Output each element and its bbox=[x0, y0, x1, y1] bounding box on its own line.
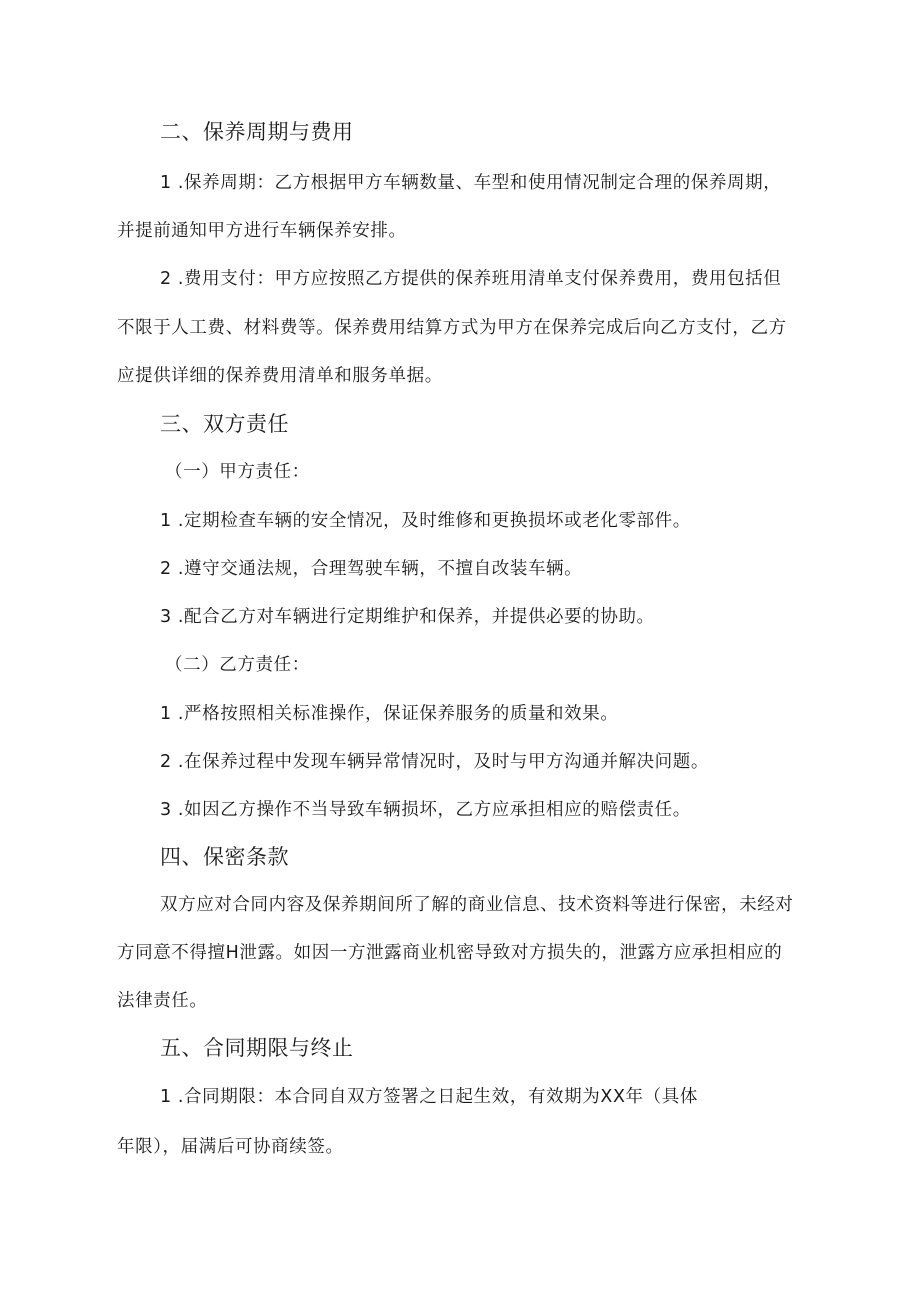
subsection-title-party-a: （一）甲方责任： bbox=[165, 462, 310, 482]
paragraph-line: 双方应对合同内容及保养期间所了解的商业信息、技术资料等进行保密，未经对 bbox=[160, 895, 794, 915]
section-heading-2: 二、保养周期与费用 bbox=[160, 120, 354, 144]
list-item: 1 .定期检查车辆的安全情况，及时维修和更换损坏或老化零部件。 bbox=[160, 511, 691, 531]
paragraph-line: 不限于人工费、材料费等。保养费用结算方式为甲方在保养完成后向乙方支付，乙方 bbox=[117, 318, 787, 338]
list-item: 2 .在保养过程中发现车辆异常情况时，及时与甲方沟通并解决问题。 bbox=[160, 752, 709, 772]
paragraph-line: 方同意不得擅H泄露。如因一方泄露商业机密导致对方损失的，泄露方应承担相应的 bbox=[117, 943, 783, 963]
paragraph-line: 年限），届满后可协商续签。 bbox=[117, 1137, 344, 1157]
list-item: 3 .配合乙方对车辆进行定期维护和保养，并提供必要的协助。 bbox=[160, 607, 655, 627]
paragraph-line: 法律责任。 bbox=[117, 991, 208, 1011]
paragraph-line: 1 .保养周期：乙方根据甲方车辆数量、车型和使用情况制定合理的保养周期， bbox=[160, 173, 782, 193]
paragraph-line: 2 .费用支付：甲方应按照乙方提供的保养班用清单支付保养费用，费用包括但 bbox=[160, 269, 782, 289]
paragraph-line: 应提供详细的保养费用清单和服务单据。 bbox=[117, 366, 443, 386]
list-item: 2 .遵守交通法规，合理驾驶车辆，不擅自改装车辆。 bbox=[160, 559, 583, 579]
list-item: 1 .严格按照相关标准操作，保证保养服务的质量和效果。 bbox=[160, 704, 619, 724]
list-item: 3 .如因乙方操作不当导致车辆损坏，乙方应承担相应的赔偿责任。 bbox=[160, 800, 691, 820]
section-heading-5: 五、合同期限与终止 bbox=[160, 1036, 354, 1060]
paragraph-line: 1 .合同期限：本合同自双方签署之日起生效，有效期为XX年（具体 bbox=[160, 1087, 698, 1107]
section-heading-3: 三、双方责任 bbox=[160, 412, 289, 436]
subsection-title-party-b: （二）乙方责任： bbox=[165, 655, 310, 675]
paragraph-line: 并提前通知甲方进行车辆保养安排。 bbox=[117, 221, 407, 241]
section-heading-4: 四、保密条款 bbox=[160, 845, 289, 869]
